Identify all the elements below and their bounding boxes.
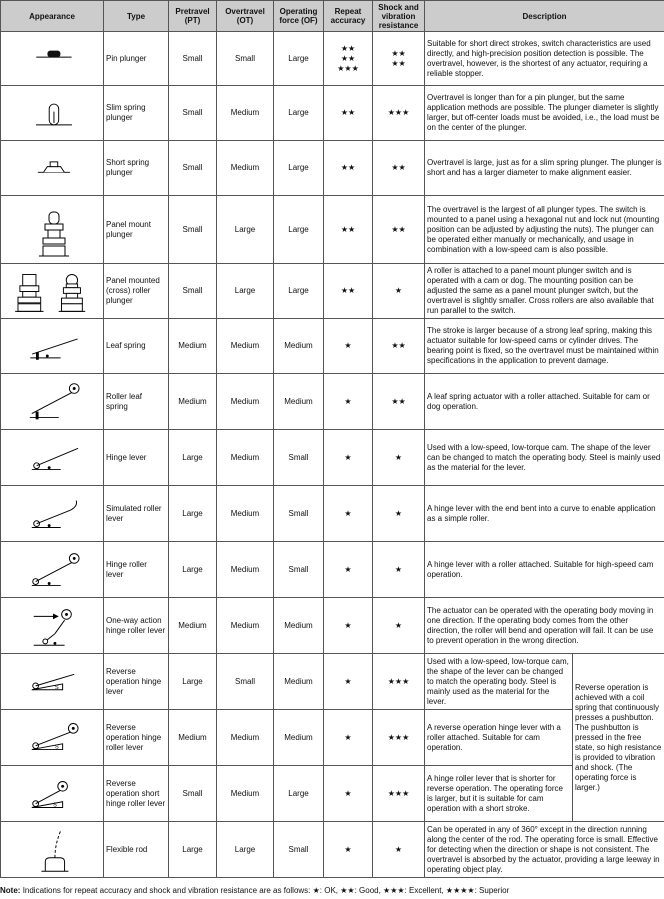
shock-resistance-cell: ★ (373, 598, 425, 654)
table-row (1, 710, 664, 766)
table-row (1, 598, 664, 654)
appearance-cell (1, 654, 104, 710)
header-row (1, 1, 664, 32)
repeat-accuracy-cell: ★ (324, 766, 373, 822)
overtravel-cell: Medium (217, 374, 274, 430)
table-row (1, 141, 664, 196)
repeat-accuracy-cell: ★ (324, 654, 373, 710)
repeat-accuracy-cell: ★ (324, 710, 373, 766)
svg-text:S: S (53, 802, 57, 809)
repeat-accuracy-cell: ★ (324, 430, 373, 486)
operating-force-cell: Medium (274, 654, 324, 710)
operating-force-cell: Medium (274, 710, 324, 766)
header-pretravel: Pretravel (PT) (169, 1, 217, 32)
overtravel-cell: Medium (217, 86, 274, 141)
repeat-accuracy-cell: ★ (324, 542, 373, 598)
description-cell: The actuator can be operated with the operating body moving in one direction. If the operating body comes from the other direction, the roller will bend and operation will fail. It can be use to prevent operation in the wrong direction. (425, 598, 664, 654)
operating-force-cell: Medium (274, 598, 324, 654)
header-overtravel: Overtravel (OT) (217, 1, 274, 32)
operating-force-cell: Large (274, 86, 324, 141)
overtravel-cell: Medium (217, 710, 274, 766)
overtravel-cell: Medium (217, 598, 274, 654)
table-row (1, 319, 664, 374)
description-cell: The overtravel is the largest of all plunger types. The switch is mounted to a panel using a hexagonal nut and lock nut (mounting position can be adjusted by adjusting the nuts). The plunger can be operated either manually or mechanically, and usage in combination with a low-speed cam is also possible. (425, 196, 664, 264)
overtravel-cell: Medium (217, 319, 274, 374)
description-cell: A reverse operation hinge lever with a roller attached. Suitable for cam operation. (425, 710, 573, 766)
operating-force-cell: Large (274, 32, 324, 86)
reverse-operation-hinge-lever-icon (3, 655, 103, 709)
type-cell: Panel mount plunger (104, 196, 169, 264)
note-label: Note: (0, 886, 21, 895)
panel-mount-plunger-icon (3, 197, 103, 263)
shock-resistance-cell: ★★ ★★ (373, 32, 425, 86)
repeat-accuracy-cell: ★★ (324, 264, 373, 319)
shock-resistance-cell: ★★★ (373, 86, 425, 141)
description-cell: A hinge roller lever that is shorter for reverse operation. The operating force is larger, but it is suitable for cam operation with a short stroke. (425, 766, 573, 822)
type-cell: Reverse operation short hinge roller lever (104, 766, 169, 822)
repeat-accuracy-cell: ★ (324, 319, 373, 374)
type-cell: Short spring plunger (104, 141, 169, 196)
operating-force-cell: Medium (274, 319, 324, 374)
description-cell: Overtravel is longer than for a pin plunger, but the same application methods are possible. The plunger diameter is slightly larger, but off-center loads must be avoided, i.e., the load must be on the center of the plunger. (425, 86, 664, 141)
pretravel-cell: Large (169, 430, 217, 486)
type-cell: Simulated roller lever (104, 486, 169, 542)
pretravel-cell: Medium (169, 319, 217, 374)
one-way-action-hinge-roller-lever-icon (3, 599, 103, 653)
table-row (1, 486, 664, 542)
shock-resistance-cell: ★★ (373, 319, 425, 374)
appearance-cell (1, 319, 104, 374)
table-row (1, 32, 664, 86)
header-type: Type (104, 1, 169, 32)
appearance-cell (1, 264, 104, 319)
repeat-accuracy-cell: ★ (324, 822, 373, 878)
panel-mounted-cross-roller-plunger-icon (3, 265, 103, 318)
shock-resistance-cell: ★★★ (373, 654, 425, 710)
shock-resistance-cell: ★ (373, 542, 425, 598)
overtravel-cell: Medium (217, 430, 274, 486)
overtravel-cell: Large (217, 264, 274, 319)
reverse-operation-short-hinge-roller-lever-icon (3, 767, 103, 821)
repeat-accuracy-cell: ★★ ★★ ★★★ (324, 32, 373, 86)
type-cell: Leaf spring (104, 319, 169, 374)
appearance-cell (1, 141, 104, 196)
operating-force-cell: Large (274, 196, 324, 264)
hinge-roller-lever-icon (3, 543, 103, 597)
overtravel-cell: Medium (217, 141, 274, 196)
flexible-rod-icon (3, 823, 103, 877)
hinge-lever-icon (3, 431, 103, 485)
type-cell: Pin plunger (104, 32, 169, 86)
operating-force-cell: Medium (274, 374, 324, 430)
operating-force-cell: Large (274, 264, 324, 319)
appearance-cell (1, 598, 104, 654)
overtravel-cell: Large (217, 822, 274, 878)
roller-leaf-spring-icon (3, 375, 103, 429)
header-operating-force: Operating force (OF) (274, 1, 324, 32)
header-appearance: Appearance (1, 1, 104, 32)
description-cell: The stroke is larger because of a strong leaf spring, making this actuator suitable for low-speed cams or cylinder drives. The bearing point is fixed, so the overtravel must be maintained within specifications in the application to prevent damage. (425, 319, 664, 374)
description-cell: A roller is attached to a panel mount plunger switch and is operated with a cam or dog. The mounting position can be adjusted the same as a panel mount plunger switch, but the overtravel is slightly smaller. Cross rollers are also available that run parallel to the switch. (425, 264, 664, 319)
slim-spring-plunger-icon (3, 87, 103, 140)
type-cell: Panel mounted (cross) roller plunger (104, 264, 169, 319)
overtravel-cell: Medium (217, 766, 274, 822)
overtravel-cell: Small (217, 32, 274, 86)
type-cell: Reverse operation hinge lever (104, 654, 169, 710)
description-cell: A leaf spring actuator with a roller attached. Suitable for cam or dog operation. (425, 374, 664, 430)
pretravel-cell: Small (169, 196, 217, 264)
shock-resistance-cell: ★★ (373, 196, 425, 264)
operating-force-cell: Small (274, 486, 324, 542)
pretravel-cell: Small (169, 86, 217, 141)
operating-force-cell: Small (274, 542, 324, 598)
type-cell: Reverse operation hinge roller lever (104, 710, 169, 766)
svg-text:S: S (54, 684, 59, 691)
pin-plunger-icon (3, 33, 103, 85)
type-cell: Flexible rod (104, 822, 169, 878)
pretravel-cell: Small (169, 141, 217, 196)
description-cell: Suitable for short direct strokes, switch characteristics are used directly, and high-precision position detection is possible. The overtravel, however, is the shortest of any actuator, requiring a reliable stopper. (425, 32, 664, 86)
appearance-cell (1, 86, 104, 141)
reverse-operation-note: Reverse operation is achieved with a coil spring that continuously presses a pushbutton. The pushbutton is pressed in the free state, so high resistance is provided to vibration and shock. (The operating force is larger.) (573, 654, 664, 822)
appearance-cell (1, 766, 104, 822)
reverse-operation-hinge-roller-lever-icon (3, 711, 103, 765)
shock-resistance-cell: ★ (373, 486, 425, 542)
simulated-roller-lever-icon (3, 487, 103, 541)
note-text: Indications for repeat accuracy and shock and vibration resistance are as follows: ★: OK, ★★: Good, ★★★: Excellent, ★★★★: Superior (22, 886, 510, 895)
table-row (1, 822, 664, 878)
repeat-accuracy-cell: ★★ (324, 86, 373, 141)
type-cell: Hinge lever (104, 430, 169, 486)
table-row (1, 196, 664, 264)
appearance-cell (1, 710, 104, 766)
description-cell: A hinge lever with a roller attached. Suitable for high-speed cam operation. (425, 542, 664, 598)
appearance-cell (1, 822, 104, 878)
pretravel-cell: Medium (169, 598, 217, 654)
shock-resistance-cell: ★★★ (373, 766, 425, 822)
shock-resistance-cell: ★★★ (373, 710, 425, 766)
header-description: Description (425, 1, 664, 32)
operating-force-cell: Small (274, 430, 324, 486)
table-row (1, 430, 664, 486)
pretravel-cell: Small (169, 32, 217, 86)
pretravel-cell: Large (169, 542, 217, 598)
type-cell: One-way action hinge roller lever (104, 598, 169, 654)
description-cell: Can be operated in any of 360° except in the direction running along the center of the rod. The operating force is small. Effective for detecting when the direction or shape is not consistent. The overtravel is absorbed by the actuator, providing a large leeway in operating object play. (425, 822, 664, 878)
svg-text:S: S (54, 744, 59, 751)
pretravel-cell: Large (169, 822, 217, 878)
appearance-cell (1, 542, 104, 598)
table-row (1, 374, 664, 430)
description-cell: A hinge lever with the end bent into a curve to enable application as a simple roller. (425, 486, 664, 542)
repeat-accuracy-cell: ★ (324, 486, 373, 542)
repeat-accuracy-cell: ★★ (324, 196, 373, 264)
table-row (1, 542, 664, 598)
table-row (1, 264, 664, 319)
appearance-cell (1, 430, 104, 486)
type-cell: Hinge roller lever (104, 542, 169, 598)
type-cell: Slim spring plunger (104, 86, 169, 141)
pretravel-cell: Small (169, 766, 217, 822)
description-cell: Overtravel is large, just as for a slim spring plunger. The plunger is short and has a larger diameter to make alignment easier. (425, 141, 664, 196)
overtravel-cell: Large (217, 196, 274, 264)
shock-resistance-cell: ★ (373, 264, 425, 319)
appearance-cell (1, 32, 104, 86)
table-row (1, 766, 664, 822)
shock-resistance-cell: ★★ (373, 141, 425, 196)
appearance-cell (1, 374, 104, 430)
shock-resistance-cell: ★ (373, 430, 425, 486)
short-spring-plunger-icon (3, 142, 103, 195)
pretravel-cell: Medium (169, 710, 217, 766)
appearance-cell (1, 196, 104, 264)
pretravel-cell: Large (169, 486, 217, 542)
shock-resistance-cell: ★★ (373, 374, 425, 430)
header-repeat-accuracy: Repeat accuracy (324, 1, 373, 32)
table-row (1, 86, 664, 141)
operating-force-cell: Large (274, 766, 324, 822)
pretravel-cell: Large (169, 654, 217, 710)
type-cell: Roller leaf spring (104, 374, 169, 430)
pretravel-cell: Medium (169, 374, 217, 430)
repeat-accuracy-cell: ★ (324, 598, 373, 654)
overtravel-cell: Small (217, 654, 274, 710)
table-row (1, 654, 664, 710)
repeat-accuracy-cell: ★★ (324, 141, 373, 196)
pretravel-cell: Small (169, 264, 217, 319)
operating-force-cell: Large (274, 141, 324, 196)
overtravel-cell: Medium (217, 486, 274, 542)
footnote (0, 886, 664, 896)
leaf-spring-icon (3, 320, 103, 373)
appearance-cell (1, 486, 104, 542)
repeat-accuracy-cell: ★ (324, 374, 373, 430)
header-shock-resistance: Shock and vibration resistance (373, 1, 425, 32)
shock-resistance-cell: ★ (373, 822, 425, 878)
overtravel-cell: Medium (217, 542, 274, 598)
description-cell: Used with a low-speed, low-torque cam, the shape of the lever can be changed to match the operating body. Steel is mainly used as the material for the lever. (425, 654, 573, 710)
operating-force-cell: Small (274, 822, 324, 878)
description-cell: Used with a low-speed, low-torque cam. The shape of the lever can be changed to match the operating body. Steel is mainly used as the material for the lever. (425, 430, 664, 486)
